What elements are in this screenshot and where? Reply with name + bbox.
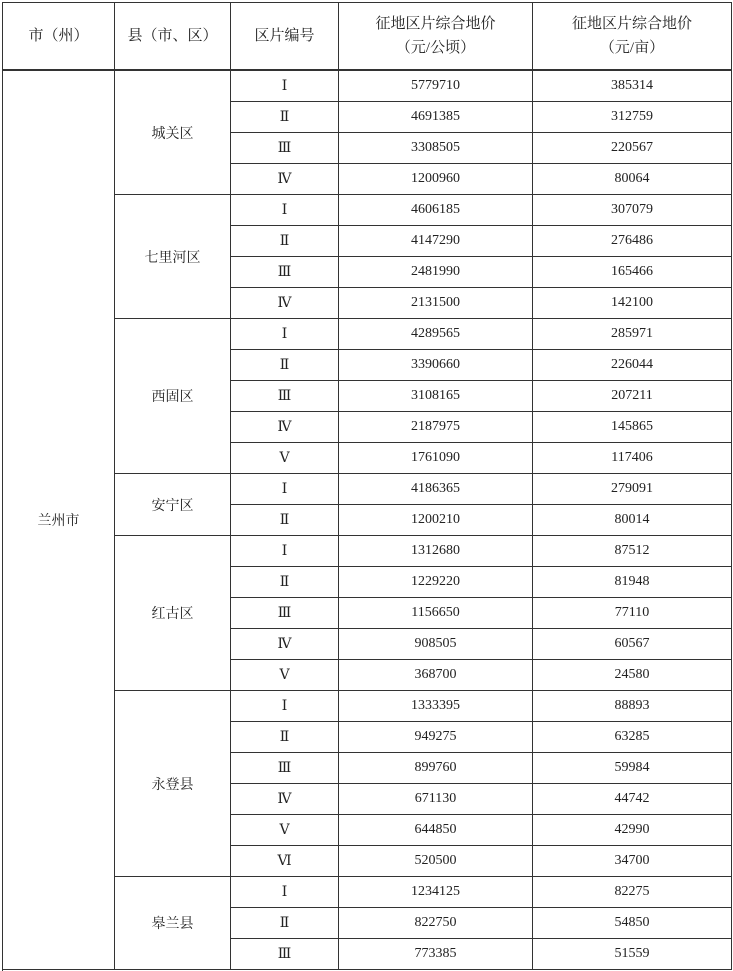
price-per-hectare-cell: 1229220: [339, 567, 533, 598]
city-cell: 兰州市: [3, 70, 115, 970]
price-per-mu-cell: 54850: [533, 908, 732, 939]
price-per-mu-cell: 142100: [533, 288, 732, 319]
price-per-mu-cell: 285971: [533, 319, 732, 350]
price-per-hectare-cell: 5779710: [339, 70, 533, 102]
price-per-hectare-cell: 4606185: [339, 195, 533, 226]
price-per-mu-cell: 117406: [533, 443, 732, 474]
header-price-per-mu: [533, 3, 732, 71]
price-per-mu-cell: 207211: [533, 381, 732, 412]
zone-cell: Ⅰ: [231, 536, 339, 567]
zone-cell: Ⅱ: [231, 226, 339, 257]
price-per-mu-cell: 307079: [533, 195, 732, 226]
zone-cell: Ⅱ: [231, 102, 339, 133]
district-cell: 皋兰县: [115, 877, 231, 970]
zone-cell: Ⅱ: [231, 908, 339, 939]
price-per-mu-cell: 88893: [533, 691, 732, 722]
price-per-hectare-cell: 671130: [339, 784, 533, 815]
header-zone: 区片编号: [231, 3, 339, 71]
price-per-mu-cell: 51559: [533, 939, 732, 970]
price-per-hectare-cell: 2131500: [339, 288, 533, 319]
price-per-hectare-cell: 1200960: [339, 164, 533, 195]
price-per-mu-cell: 145865: [533, 412, 732, 443]
header-city: 市（州）: [3, 3, 115, 71]
price-per-hectare-cell: 3390660: [339, 350, 533, 381]
price-per-hectare-cell: 368700: [339, 660, 533, 691]
price-per-mu-cell: 226044: [533, 350, 732, 381]
zone-cell: Ⅴ: [231, 443, 339, 474]
price-per-mu-cell: 220567: [533, 133, 732, 164]
price-per-hectare-cell: 2481990: [339, 257, 533, 288]
zone-cell: Ⅰ: [231, 195, 339, 226]
price-per-mu-cell: 24580: [533, 660, 732, 691]
header-price-mu-title: 征地区片综合地价: [571, 16, 692, 32]
price-per-hectare-cell: 4289565: [339, 319, 533, 350]
zone-cell: Ⅲ: [231, 939, 339, 970]
price-per-mu-cell: 77110: [533, 598, 732, 629]
price-per-hectare-cell: 520500: [339, 846, 533, 877]
zone-cell: Ⅲ: [231, 381, 339, 412]
price-per-mu-cell: 279091: [533, 474, 732, 505]
price-per-hectare-cell: 644850: [339, 815, 533, 846]
price-per-hectare-cell: 3108165: [339, 381, 533, 412]
price-per-hectare-cell: 3308505: [339, 133, 533, 164]
zone-cell: Ⅲ: [231, 133, 339, 164]
table-body: [3, 70, 732, 970]
zone-cell: Ⅰ: [231, 877, 339, 908]
price-per-mu-cell: 81948: [533, 567, 732, 598]
header-row: [3, 3, 732, 71]
price-per-hectare-cell: 2187975: [339, 412, 533, 443]
price-per-hectare-cell: 1333395: [339, 691, 533, 722]
header-price-per-hectare: [339, 3, 533, 71]
price-per-mu-cell: 80064: [533, 164, 732, 195]
header-price-ha-unit: （元/公顷）: [395, 40, 476, 56]
zone-cell: Ⅳ: [231, 412, 339, 443]
district-cell: 西固区: [115, 319, 231, 474]
price-per-hectare-cell: 1761090: [339, 443, 533, 474]
price-per-mu-cell: 34700: [533, 846, 732, 877]
price-per-hectare-cell: 1200210: [339, 505, 533, 536]
zone-cell: Ⅲ: [231, 257, 339, 288]
price-per-hectare-cell: 1156650: [339, 598, 533, 629]
zone-cell: Ⅰ: [231, 70, 339, 102]
zone-cell: Ⅳ: [231, 784, 339, 815]
district-cell: 永登县: [115, 691, 231, 877]
price-per-hectare-cell: 4691385: [339, 102, 533, 133]
zone-cell: Ⅱ: [231, 722, 339, 753]
price-per-hectare-cell: 899760: [339, 753, 533, 784]
district-cell: 红古区: [115, 536, 231, 691]
zone-cell: Ⅰ: [231, 319, 339, 350]
price-per-hectare-cell: 773385: [339, 939, 533, 970]
zone-cell: Ⅳ: [231, 288, 339, 319]
district-cell: 七里河区: [115, 195, 231, 319]
price-per-hectare-cell: 1312680: [339, 536, 533, 567]
zone-cell: Ⅴ: [231, 815, 339, 846]
price-per-hectare-cell: 908505: [339, 629, 533, 660]
zone-cell: Ⅳ: [231, 629, 339, 660]
price-per-mu-cell: 385314: [533, 70, 732, 102]
price-per-hectare-cell: 822750: [339, 908, 533, 939]
price-per-hectare-cell: 1234125: [339, 877, 533, 908]
district-cell: 城关区: [115, 70, 231, 195]
price-per-mu-cell: 82275: [533, 877, 732, 908]
header-county: 县（市、区）: [115, 3, 231, 71]
table-row: [3, 70, 732, 102]
zone-cell: Ⅴ: [231, 660, 339, 691]
header-price-mu-unit: （元/亩）: [599, 40, 665, 56]
zone-cell: Ⅳ: [231, 164, 339, 195]
price-per-mu-cell: 63285: [533, 722, 732, 753]
zone-cell: Ⅲ: [231, 753, 339, 784]
price-per-mu-cell: 60567: [533, 629, 732, 660]
zone-cell: Ⅰ: [231, 691, 339, 722]
zone-cell: Ⅰ: [231, 474, 339, 505]
zone-cell: Ⅲ: [231, 598, 339, 629]
price-per-mu-cell: 312759: [533, 102, 732, 133]
district-cell: 安宁区: [115, 474, 231, 536]
price-per-mu-cell: 87512: [533, 536, 732, 567]
price-per-mu-cell: 80014: [533, 505, 732, 536]
price-per-hectare-cell: 4147290: [339, 226, 533, 257]
land-price-table: [2, 2, 732, 970]
zone-cell: Ⅱ: [231, 505, 339, 536]
price-per-mu-cell: 42990: [533, 815, 732, 846]
price-per-hectare-cell: 949275: [339, 722, 533, 753]
price-per-hectare-cell: 4186365: [339, 474, 533, 505]
zone-cell: Ⅱ: [231, 567, 339, 598]
price-per-mu-cell: 59984: [533, 753, 732, 784]
zone-cell: Ⅱ: [231, 350, 339, 381]
price-per-mu-cell: 276486: [533, 226, 732, 257]
price-per-mu-cell: 44742: [533, 784, 732, 815]
zone-cell: Ⅵ: [231, 846, 339, 877]
price-per-mu-cell: 165466: [533, 257, 732, 288]
header-price-ha-title: 征地区片综合地价: [375, 16, 496, 32]
